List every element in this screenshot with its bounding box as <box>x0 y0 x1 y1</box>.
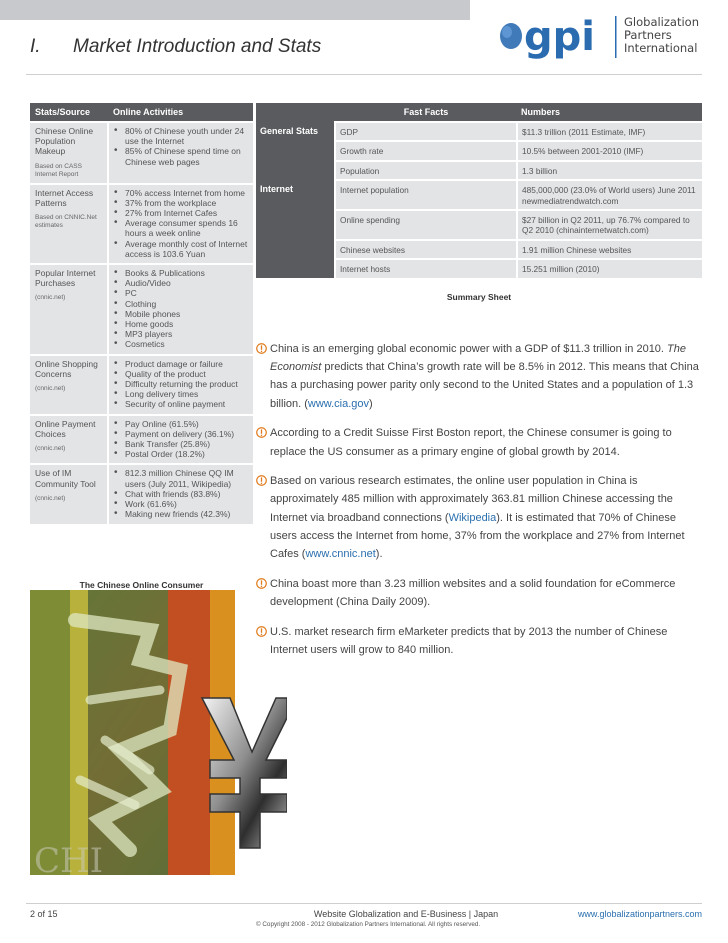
paragraph: China is an emerging global economic power with a GDP of $11.3 trillion in 2010. The Economist predicts that China’s growth rate will be 8.5% in 2012. This means that China has a purchasing power parity only second to the United States and a population of 1.3 billion. (www.cia.gov) <box>256 340 702 413</box>
table-row <box>30 184 253 264</box>
table-row <box>30 122 253 184</box>
table-row: Chinese websites 1.91 million Chinese websites <box>256 240 702 259</box>
page-title: Market Introduction and Stats <box>73 36 322 57</box>
col-category <box>256 103 335 122</box>
source-name: Internet Access Patterns <box>35 187 94 208</box>
header-divider <box>26 74 702 75</box>
list-item: • Pay Online (61.5%) <box>114 419 248 429</box>
activities-cell <box>108 122 253 184</box>
source-note: (cnnic.net) <box>35 385 66 393</box>
col-fast-facts: Fast Facts <box>335 103 517 122</box>
group-internet: Internet <box>256 180 335 277</box>
col-stats-source: Stats/Source <box>30 103 108 122</box>
group-general-stats: General Stats <box>256 122 335 180</box>
list-item: • Work (61.6%) <box>114 499 248 509</box>
source-name: Popular Internet Purchases <box>35 268 96 289</box>
list-item: • Clothing <box>114 299 248 309</box>
source-note: Based on CNNIC.Net estimates <box>35 214 97 230</box>
source-cell <box>30 122 108 184</box>
right-table-caption: Summary Sheet <box>446 292 512 302</box>
source-name: Online Shopping Concerns <box>35 358 98 379</box>
activities-cell <box>108 415 253 465</box>
list-item: • Difficulty returning the product <box>114 379 248 389</box>
source-cell <box>30 264 108 355</box>
table-row: Internet hosts 15.251 million (2010) <box>256 259 702 277</box>
info-icon <box>256 578 267 589</box>
cia-link[interactable]: www.cia.gov <box>307 397 370 410</box>
top-bar <box>0 0 470 20</box>
table-row: Growth rate 10.5% between 2001-2010 (IMF) <box>256 141 702 160</box>
image-overlay-text: CHI <box>34 841 104 881</box>
list-item: • Average monthly cost of Internet access is 103.6 Yuan <box>114 239 248 259</box>
copyright: © Copyright 2008 - 2012 Globalization Partners International. All rights reserved. <box>256 921 481 928</box>
source-note: (cnnic.net) <box>35 294 66 302</box>
source-cell <box>30 415 108 465</box>
wikipedia-link[interactable]: Wikipedia <box>448 511 497 524</box>
info-icon <box>256 626 267 637</box>
activities-cell <box>108 184 253 264</box>
list-item: • 27% from Internet Cafes <box>114 208 248 218</box>
list-item: • 85% of Chinese spend time on Chinese web pages <box>114 146 248 166</box>
activities-cell <box>108 464 253 523</box>
list-item: • 70% access Internet from home <box>114 188 248 198</box>
paragraph: U.S. market research firm eMarketer predicts that by 2013 the number of Chinese Internet users will grow to 840 million. <box>256 623 702 659</box>
list-item: • Audio/Video <box>114 278 248 288</box>
list-item: • Making new friends (42.3%) <box>114 509 248 519</box>
source-note: (cnnic.net) <box>35 494 66 502</box>
section-number: I. <box>30 36 41 57</box>
yuan-symbol-artwork <box>30 590 287 905</box>
list-item: • Cosmetics <box>114 339 248 349</box>
list-item: • Bank Transfer (25.8%) <box>114 439 248 449</box>
list-item: • Books & Publications <box>114 268 248 278</box>
list-item: • Quality of the product <box>114 369 248 379</box>
list-item: • Security of online payment <box>114 399 248 409</box>
activities-cell <box>108 355 253 415</box>
col-numbers: Numbers <box>517 103 702 122</box>
source-cell <box>30 184 108 264</box>
activities-cell <box>108 264 253 355</box>
paragraph: China boast more than 3.23 million websites and a solid foundation for eCommerce development (China Daily 2009). <box>256 575 702 611</box>
online-consumer-table <box>30 103 253 524</box>
footer-website-link[interactable]: www.globalizationpartners.com <box>577 909 702 919</box>
page-number: 2 of 15 <box>30 909 58 919</box>
left-table-caption: The Chinese Online Consumer <box>79 580 204 590</box>
list-item: • Long delivery times <box>114 389 248 399</box>
table-row <box>30 464 253 523</box>
footer-divider <box>26 903 702 904</box>
source-name: Use of IM Community Tool <box>35 468 96 489</box>
source-cell <box>30 464 108 523</box>
col-online-activities: Online Activities <box>108 103 253 122</box>
list-item: • Product damage or failure <box>114 359 248 369</box>
list-item: • MP3 players <box>114 329 248 339</box>
list-item: • Chat with friends (83.8%) <box>114 489 248 499</box>
list-item: • 80% of Chinese youth under 24 use the Internet <box>114 126 248 146</box>
summary-table <box>256 103 702 278</box>
info-icon <box>256 475 267 486</box>
info-icon <box>256 427 267 438</box>
paragraph: According to a Credit Suisse First Boston report, the Chinese consumer is going to replace the US consumer as a primary engine of global growth by 2014. <box>256 424 702 460</box>
table-row <box>30 415 253 465</box>
table-row <box>30 355 253 415</box>
footer-title: Website Globalization and E-Business | Japan <box>313 909 499 919</box>
source-name: Online Payment Choices <box>35 418 96 439</box>
list-item: • 812.3 million Chinese QQ IM users (July 2011, Wikipedia) <box>114 468 248 488</box>
list-item: • Mobile phones <box>114 309 248 319</box>
source-note: Based on CASS Internet Report <box>35 162 82 178</box>
body-text <box>256 340 702 671</box>
logo-wordmark: gpi <box>524 14 595 60</box>
logo-company-name: Globalization Partners International <box>624 15 699 55</box>
list-item: • Postal Order (18.2%) <box>114 449 248 459</box>
cnnic-link[interactable]: www.cnnic.net <box>305 548 376 561</box>
list-item: • Payment on delivery (36.1%) <box>114 429 248 439</box>
list-item: • 37% from the workplace <box>114 198 248 208</box>
source-name: Chinese Online Population Makeup <box>35 126 94 157</box>
table-row: Population 1.3 billion <box>256 161 702 180</box>
table-row: General Stats GDP $11.3 trillion (2011 Estimate, IMF) <box>256 122 702 141</box>
list-item: • Home goods <box>114 319 248 329</box>
source-cell <box>30 355 108 415</box>
list-item: • Average consumer spends 16 hours a week online <box>114 218 248 238</box>
table-row <box>30 264 253 355</box>
table-row: Online spending $27 billion in Q2 2011, up 76.7% compared to Q2 2010 (chinainternetwatch.com) <box>256 210 702 240</box>
source-note: (cnnic.net) <box>35 445 66 453</box>
paragraph: Based on various research estimates, the online user population in China is approximately 485 million with approximately 363.81 million Chinese accessing the Internet via broadband connections (Wikipedia). It is estimated that 70% of Chinese users access the Internet from home, 37% from the workplace and 27% from Internet Cafes (www.cnnic.net). <box>256 472 702 563</box>
info-icon <box>256 343 267 354</box>
list-item: • PC <box>114 288 248 298</box>
table-row: Internet Internet population 485,000,000 (23.0% of World users) June 2011 newmediatrendwatch.com <box>256 180 702 210</box>
